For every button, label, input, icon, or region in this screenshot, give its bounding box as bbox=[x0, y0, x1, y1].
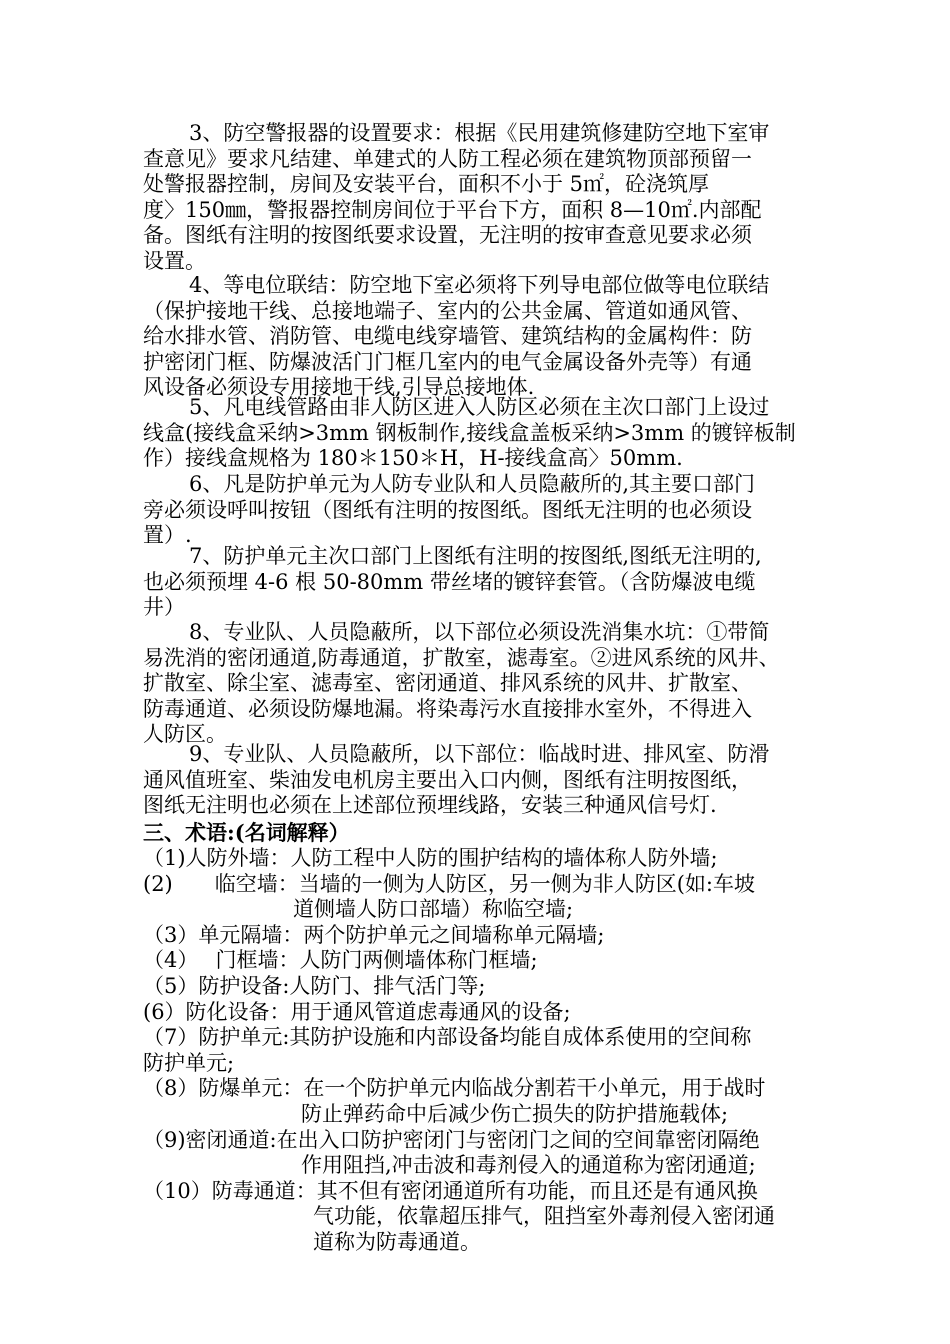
term-line: (6）防化设备：用于通风管道虑毒通风的设备; bbox=[143, 999, 571, 1024]
text-line: 3、防空警报器的设置要求：根据《民用建筑修建防空地下室审 bbox=[189, 121, 770, 145]
term-line: （10）防毒通道：其不但有密闭通道所有功能，而且还是有通风换 bbox=[143, 1178, 758, 1203]
text-line: 5、凡电线管路由非人防区进入人防区必须在主次口部门上设过 bbox=[189, 395, 770, 419]
paragraph-signal-lights bbox=[143, 742, 813, 819]
term-line: （4） 门框墙：人防门两侧墙体称门框墙; bbox=[143, 948, 538, 973]
term-line: （5）防护设备:人防门、排气活门等; bbox=[143, 973, 486, 998]
text-line: 处警报器控制，房间及安装平台，面积不小于 5㎡，砼浇筑厚 bbox=[143, 172, 710, 197]
text-line: 线盒(接线盒采纳>3mm 钢板制作,接线盒盖板采纳>3mm 的镀锌板制 bbox=[143, 420, 796, 445]
paragraph-sump bbox=[143, 620, 813, 748]
paragraph-call-button bbox=[143, 472, 813, 549]
text-line: 护密闭门框、防爆波活门门框几室内的电气金属设备外壳等）有通 bbox=[143, 349, 752, 374]
text-line: 扩散室、除尘室、滤毒室、密闭通道、排风系统的风井、扩散室、 bbox=[143, 671, 752, 696]
term-item bbox=[143, 1128, 823, 1179]
paragraph-conduit bbox=[143, 544, 813, 621]
section-heading: 三、术语:(名词解释） bbox=[143, 820, 350, 845]
text-line: 8、专业队、人员隐蔽所，以下部位必须设洗消集水坑：①带简 bbox=[189, 620, 770, 644]
text-line: 旁必须设呼叫按钮（图纸有注明的按图纸。图纸无注明的也必须设 bbox=[143, 497, 752, 522]
text-line: 9、专业队、人员隐蔽所，以下部位：临战时进、排风室、防滑 bbox=[189, 742, 770, 766]
term-line: （9)密闭通道:在出入口防护密闭门与密闭门之间的空间靠密闭隔绝 bbox=[143, 1127, 760, 1152]
term-line: 气功能，依靠超压排气，阻挡室外毒剂侵入密闭通 bbox=[313, 1204, 775, 1229]
term-line: 道称为防毒通道。 bbox=[313, 1229, 481, 1254]
term-line: （1)人防外墙：人防工程中人防的围护结构的墙体称人防外墙; bbox=[143, 846, 718, 870]
term-item bbox=[143, 923, 823, 949]
text-line: 也必须预埋 4-6 根 50-80mm 带丝堵的镀锌套管。（含防爆波电缆 bbox=[143, 569, 756, 594]
term-line: （3）单元隔墙：两个防护单元之间墙称单元隔墙; bbox=[143, 922, 605, 947]
term-line: 防止弹药命中后减少伤亡损失的防护措施载体; bbox=[301, 1101, 729, 1126]
term-item bbox=[143, 1076, 823, 1127]
term-item bbox=[143, 1025, 823, 1076]
term-line: 作用阻挡,冲击波和毒剂侵入的通道称为密闭通道; bbox=[301, 1153, 756, 1178]
term-line: 防护单元; bbox=[143, 1050, 235, 1075]
text-line: 7、防护单元主次口部门上图纸有注明的按图纸,图纸无注明的, bbox=[189, 544, 762, 568]
text-line: 易洗消的密闭通道,防毒通道，扩散室，滤毒室。②进风系统的风井、 bbox=[143, 645, 780, 670]
text-line: 度〉150㎜，警报器控制房间位于平台下方，面积 8—10㎡.内部配 bbox=[143, 197, 762, 222]
text-line: 置）. bbox=[143, 523, 192, 548]
text-line: 风设备必须设专用接地干线,引导总接地体. bbox=[143, 375, 535, 400]
paragraph-equipotential bbox=[143, 273, 813, 401]
text-line: 作）接线盒规格为 180＊150＊H，H-接线盒高〉50mm. bbox=[143, 446, 683, 471]
text-line: 4、等电位联结：防空地下室必须将下列导电部位做等电位联结 bbox=[189, 273, 770, 297]
paragraph-alarm bbox=[143, 121, 813, 275]
text-line: 井） bbox=[143, 595, 185, 620]
term-item bbox=[143, 1000, 823, 1026]
term-item bbox=[143, 872, 823, 923]
terms-list bbox=[143, 846, 823, 1256]
term-line: (2) 临空墙：当墙的一侧为人防区，另一侧为非人防区(如:车坡 bbox=[143, 871, 756, 896]
text-line: 备。图纸有注明的按图纸要求设置，无注明的按审查意见要求必须 bbox=[143, 223, 752, 248]
text-line: 人防区。 bbox=[143, 722, 227, 747]
text-line: 给水排水管、消防管、电缆电线穿墙管、建筑结构的金属构件：防 bbox=[143, 324, 752, 349]
text-line: 通风值班室、柴油发电机房主要出入口内侧，图纸有注明按图纸， bbox=[143, 767, 752, 792]
term-item bbox=[143, 974, 823, 1000]
text-line: 图纸无注明也必须在上述部位预埋线路，安装三种通风信号灯. bbox=[143, 793, 717, 818]
term-item bbox=[143, 1179, 823, 1256]
text-line: （保护接地干线、总接地端子、室内的公共金属、管道如通风管、 bbox=[143, 298, 752, 323]
term-line: （8）防爆单元：在一个防护单元内临战分割若干小单元，用于战时 bbox=[143, 1076, 766, 1101]
text-line: 设置。 bbox=[143, 248, 206, 273]
term-line: （7）防护单元:其防护设施和内部设备均能自成体系使用的空间称 bbox=[143, 1025, 752, 1050]
term-item bbox=[143, 846, 823, 872]
term-item bbox=[143, 948, 823, 974]
text-line: 防毒通道、必须设防爆地漏。将染毒污水直接排水室外，不得进入 bbox=[143, 696, 752, 721]
text-line: 查意见》要求凡结建、单建式的人防工程必须在建筑物顶部预留一 bbox=[143, 146, 752, 171]
term-line: 道侧墙人防口部墙）称临空墙; bbox=[293, 897, 574, 922]
paragraph-junction-box bbox=[143, 395, 813, 472]
text-line: 6、凡是防护单元为人防专业队和人员隐蔽所的,其主要口部门 bbox=[189, 472, 756, 496]
